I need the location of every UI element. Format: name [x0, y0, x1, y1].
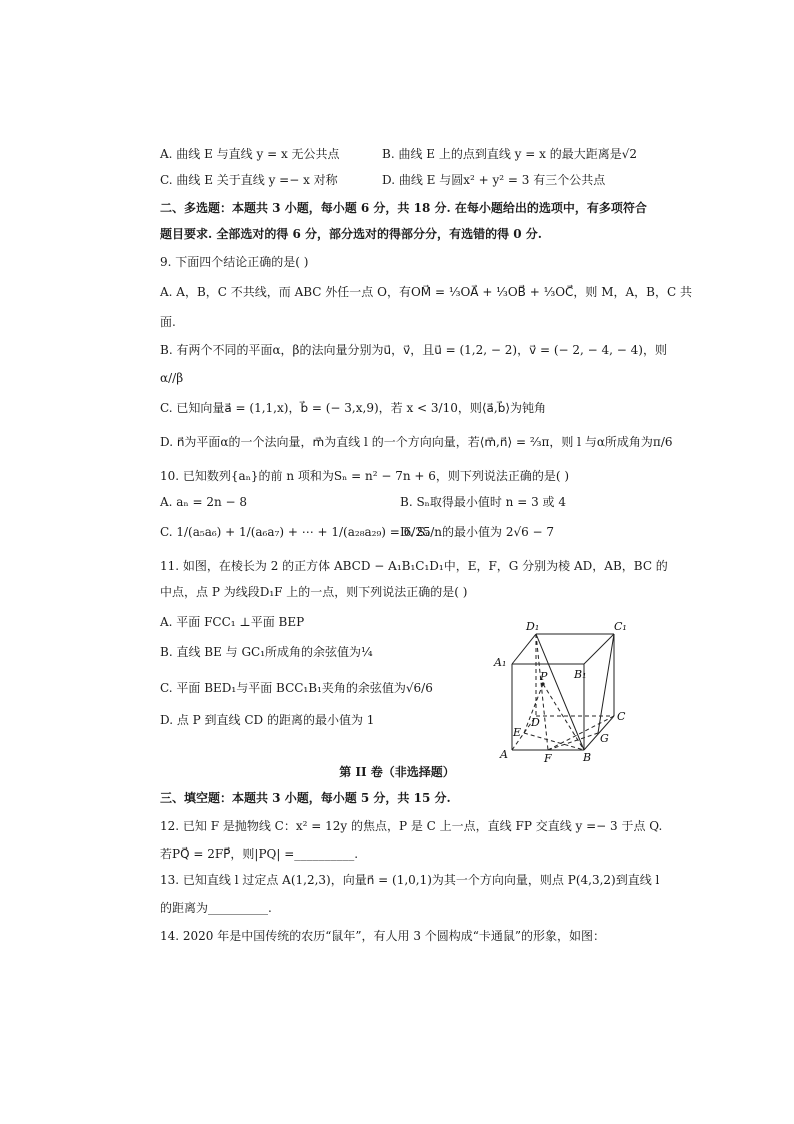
label-E: E [513, 726, 522, 739]
label-B1: B₁ [574, 668, 587, 681]
text-line: D. 曲线 E 与圆x² + y² = 3 有三个公共点 [382, 173, 606, 187]
text-line: 9. 下面四个结论正确的是( ) [160, 255, 309, 269]
label-C: C [617, 710, 626, 723]
text-line: 中点，点 P 为线段D₁F 上的一点，则下列说法正确的是( ) [160, 585, 468, 599]
text-line: C. 平面 BED₁与平面 BCC₁B₁夹角的余弦值为√6/6 [160, 681, 433, 695]
text-line: 题目要求. 全部选对的得 6 分，部分选对的得部分分，有选错的得 0 分. [160, 227, 542, 241]
text-line: C. 曲线 E 关于直线 y =− x 对称 [160, 173, 338, 187]
text-line: 13. 已知直线 l 过定点 A(1,2,3)，向量n⃗ = (1,0,1)为其一个方向向量，则点 P(4,3,2)到直线 l [160, 873, 660, 887]
text-line: C. 1/(a₅a₆) + 1/(a₆a₇) + ⋯ + 1/(a₂₈a₂₉) = 6/25 [160, 525, 431, 539]
segment-D1B [536, 634, 584, 750]
text-line: 面. [160, 315, 176, 329]
text-line: D. 点 P 到直线 CD 的距离的最小值为 1 [160, 713, 375, 727]
text-line: B. 有两个不同的平面α，β的法向量分别为u⃗，v⃗，且u⃗ = (1,2, − 2)，v⃗ = (− 2, − 4, − 4)，则 [160, 343, 667, 357]
edge-A1D1 [512, 634, 536, 664]
text-line: A. 曲线 E 与直线 y = x 无公共点 [160, 147, 340, 161]
text-line: 三、填空题：本题共 3 小题，每小题 5 分，共 15 分. [160, 791, 451, 805]
text-line: 14. 2020 年是中国传统的农历“鼠年”，有人用 3 个圆构成“卡通鼠”的形象，如图： [160, 929, 606, 943]
label-D1: D₁ [526, 620, 540, 633]
text-line: α//β [160, 371, 184, 385]
text-line: 的距离为__________. [160, 901, 272, 915]
text-line: A. aₙ = 2n − 8 [160, 495, 248, 509]
label-P: P [540, 670, 548, 683]
label-F: F [544, 752, 552, 765]
label-A: A [500, 748, 508, 761]
segment-FG [548, 733, 598, 750]
edge-BC [584, 716, 614, 750]
text-line: 11. 如图，在棱长为 2 的正方体 ABCD − A₁B₁C₁D₁中，E，F，G 分别为棱 AD，AB，BC 的 [160, 559, 668, 573]
text-line: B. 直线 BE 与 GC₁所成角的余弦值为¼ [160, 645, 373, 659]
segment-D1F [536, 634, 548, 750]
text-line: A. 平面 FCC₁ ⊥平面 BEP [160, 615, 305, 629]
text-line: B. Sₙ取得最小值时 n = 3 或 4 [400, 495, 566, 509]
cube-figure [488, 616, 638, 766]
text-line: 10. 已知数列{aₙ}的前 n 项和为Sₙ = n² − 7n + 6，则下列说法正确的是( ) [160, 469, 570, 483]
text-line: B. 曲线 E 上的点到直线 y = x 的最大距离是√2 [382, 147, 637, 161]
text-line: D. Sₙ/n的最小值为 2√6 − 7 [400, 525, 555, 539]
label-C1: C₁ [614, 620, 627, 633]
text-line: C. 已知向量a⃗ = (1,1,x)，b⃗ = (− 3,x,9)，若 x < 3/10，则⟨a⃗,b⃗⟩为钝角 [160, 401, 547, 415]
label-A1: A₁ [494, 656, 507, 669]
label-B: B [583, 751, 592, 764]
text-line: 二、多选题：本题共 3 小题，每小题 6 分，共 18 分. 在每小题给出的选项中，有多项符合 [160, 201, 647, 215]
text-line: A. A，B，C 不共线，而 ABC 外任一点 O，有OM⃗ = ⅓OA⃗ + ⅓OB⃗ + ⅓OC⃗，则 M，A，B，C 共 [160, 285, 692, 299]
text-line: D. n⃗为平面α的一个法向量，m⃗为直线 l 的一个方向向量，若⟨m⃗,n⃗⟩ = ⅔π，则 l 与α所成角为π/6 [160, 435, 673, 449]
label-D: D [531, 716, 540, 729]
text-line: 第 II 卷（非选择题） [339, 765, 455, 779]
text-line: 若PQ⃗ = 2FP⃗，则|PQ| =__________. [160, 847, 359, 861]
label-G: G [600, 732, 609, 745]
text-line: 12. 已知 F 是抛物线 C：x² = 12y 的焦点，P 是 C 上一点，直线 FP 交直线 y =− 3 于点 Q. [160, 819, 663, 833]
